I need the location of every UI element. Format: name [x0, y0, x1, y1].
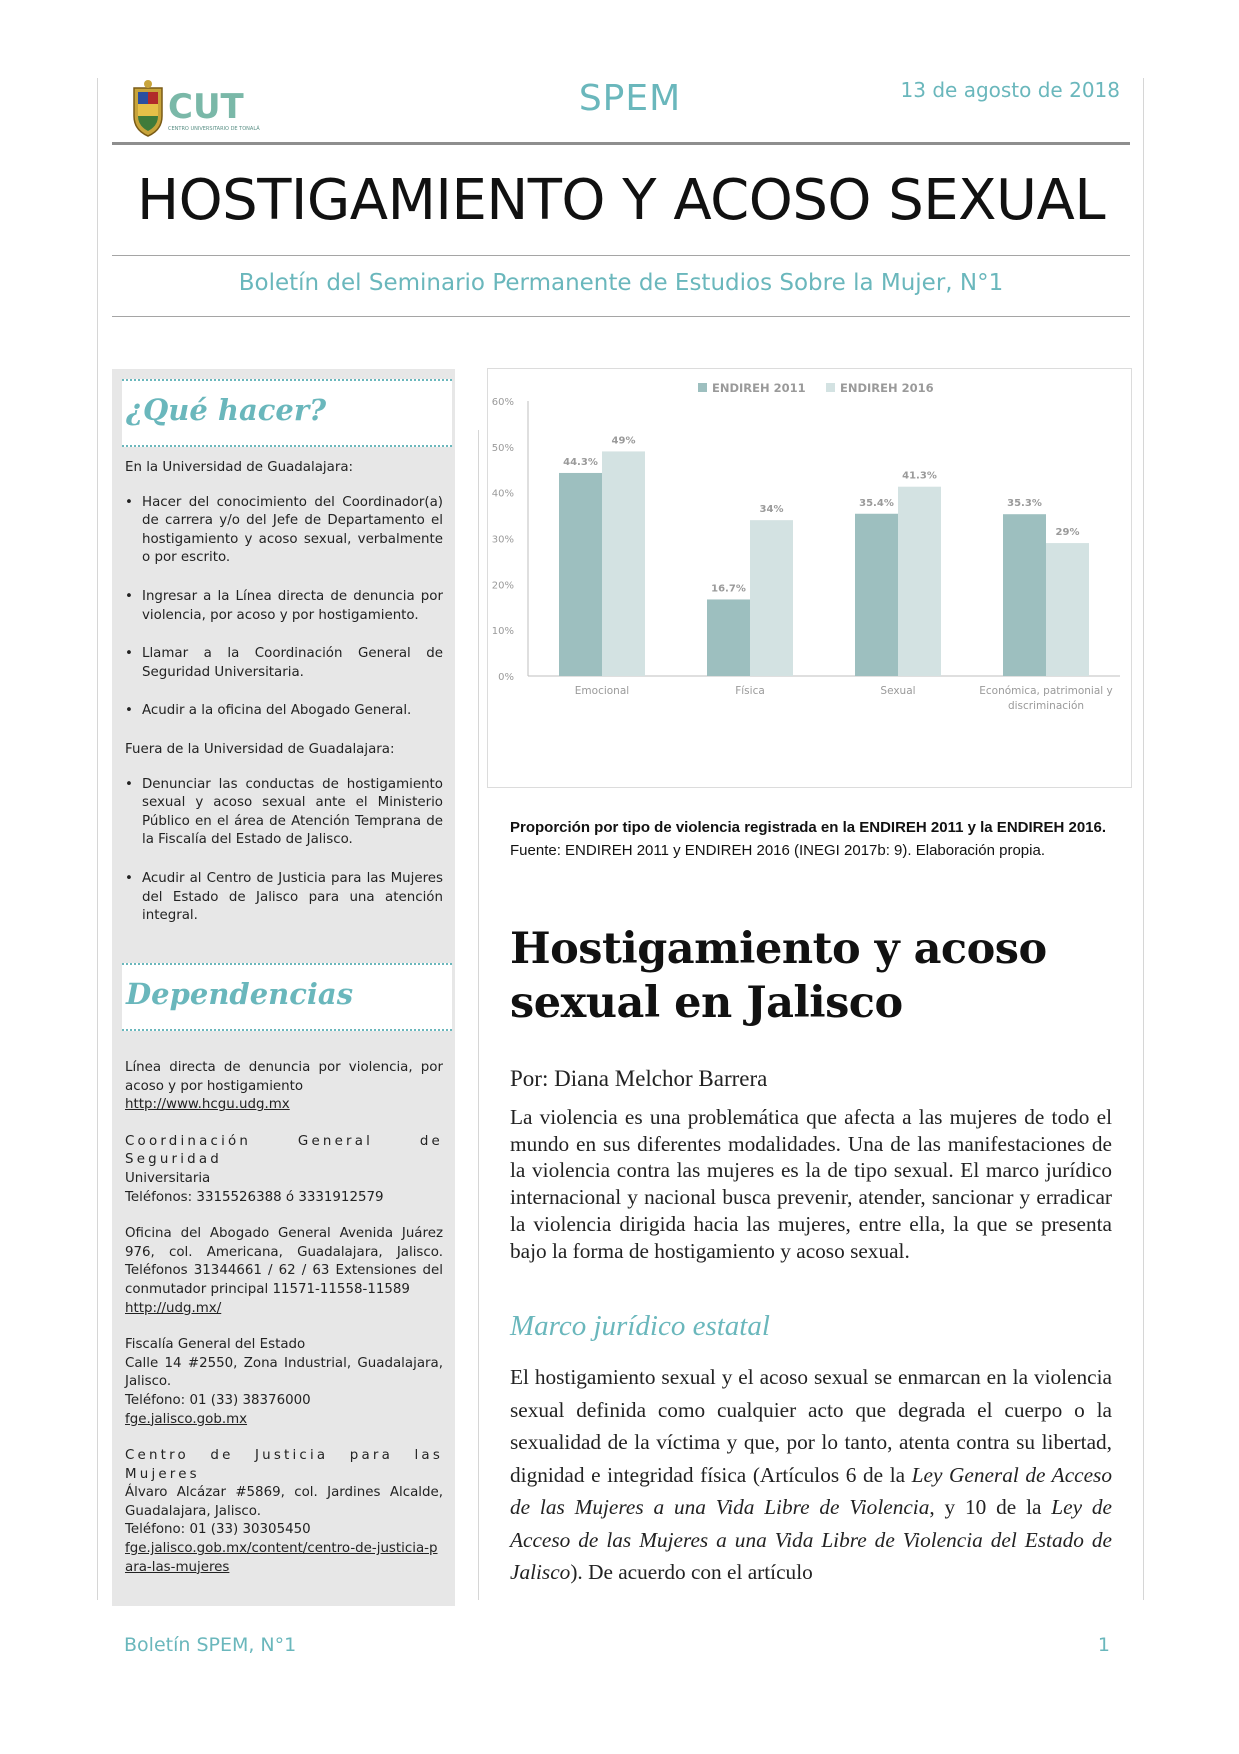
- paragraph-text: El hostigamiento sexual y el acoso sexual se enmarcan en la violencia sexual definida como cualquier acto que degrada el cuerpo o la sexualidad de la víctima y que, por lo tanto, atenta contra su libertad, dignidad e integridad física (Artículos 6 de la: [510, 1365, 1112, 1487]
- page-number: 1: [1097, 1634, 1110, 1656]
- dependency-phone: Teléfono: 01 (33) 30305450: [125, 1522, 311, 1538]
- dependencias-header: [122, 963, 452, 1031]
- page-right-border: [1143, 78, 1144, 1600]
- outside-intro: Fuera de la Universidad de Guadalajara:: [125, 741, 395, 757]
- dependency-abogado: [125, 1225, 443, 1318]
- list-item: • Acudir a la oficina del Abogado General.: [125, 702, 443, 721]
- list-item: • Ingresar a la Línea directa de denuncia por violencia, por acoso y por hostigamiento.: [125, 588, 443, 625]
- fiscalia-link[interactable]: fge.jalisco.gob.mx: [125, 1411, 248, 1427]
- paragraph-text: , y 10 de la: [929, 1495, 1052, 1519]
- ud-intro: En la Universidad de Guadalajara:: [125, 460, 354, 475]
- cut-logo: [128, 78, 274, 140]
- dependency-phone: Teléfonos: 3315526388 ó 3331912579: [125, 1189, 384, 1205]
- publication-name: SPEM: [578, 78, 682, 119]
- dependencias-content: [125, 1059, 443, 1595]
- data-label: 44.3%: [563, 456, 598, 468]
- list-item: • Denunciar las conductas de hostigamiento sexual y acoso sexual ante el Ministerio Público en el área de Atención Temprana de la Fiscalía del Estado de Jalisco.: [125, 776, 443, 850]
- law-title: Ley de Acceso de las Mujeres a una Vida Libre de Violencia del Estado de Jalisco: [510, 1495, 1112, 1584]
- article-paragraph-2: [510, 1361, 1112, 1589]
- outside-actions-list: [125, 776, 443, 926]
- que-hacer-content: [125, 459, 443, 946]
- legend-swatch: [826, 383, 835, 392]
- hotline-link[interactable]: http://www.hcgu.udg.mx: [125, 1097, 290, 1113]
- x-tick-label: discriminación: [1007, 700, 1085, 712]
- bar: [602, 451, 645, 676]
- que-hacer-header: [122, 379, 452, 447]
- bar: [898, 487, 941, 676]
- legend-label: ENDIREH 2016: [840, 381, 934, 395]
- section-heading: Marco jurídico estatal: [510, 1310, 770, 1342]
- page-title: HOSTIGAMIENTO Y ACOSO SEXUAL: [136, 168, 1106, 233]
- data-label: 49%: [611, 435, 636, 447]
- dependency-address: Álvaro Alcázar #5869, col. Jardines Alcalde, Guadalajara, Jalisco.: [125, 1485, 443, 1519]
- y-tick-label: 20%: [491, 580, 514, 592]
- issue-date: 13 de agosto de 2018: [900, 78, 1120, 102]
- y-tick-label: 0%: [498, 672, 514, 683]
- dependency-name: Fiscalía General del Estado: [125, 1337, 306, 1353]
- dependency-text: Línea directa de denuncia por violencia, por acoso y por hostigamiento: [125, 1060, 443, 1094]
- dependency-hotline: [125, 1059, 443, 1115]
- data-label: 29%: [1055, 527, 1080, 539]
- y-tick-label: 30%: [491, 534, 514, 546]
- dependency-address: Calle 14 #2550, Zona Industrial, Guadalajara, Jalisco.: [125, 1355, 443, 1390]
- list-item: • Acudir al Centro de Justicia para las Mujeres del Estado de Jalisco para una atención integral.: [125, 870, 443, 926]
- y-tick-label: 10%: [491, 626, 514, 638]
- legend-label: ENDIREH 2011: [712, 381, 806, 395]
- dependency-name: Coordinación General de Seguridad: [125, 1133, 443, 1168]
- y-tick-label: 40%: [491, 488, 514, 500]
- caption-source: Fuente: ENDIREH 2011 y ENDIREH 2016 (INEGI 2017b: 9). Elaboración propia.: [510, 842, 1045, 859]
- bar: [707, 599, 750, 676]
- centro-justicia-link[interactable]: fge.jalisco.gob.mx/content/centro-de-justicia-para-las-mujeres: [125, 1541, 438, 1575]
- title-rule-bottom: [112, 316, 1130, 317]
- footer-label: Boletín SPEM, N°1: [124, 1634, 297, 1656]
- x-tick-label: Física: [735, 685, 765, 697]
- ud-actions-list: [125, 494, 443, 721]
- data-label: 34%: [759, 504, 784, 516]
- udg-link[interactable]: http://udg.mx/: [125, 1300, 222, 1316]
- legend-swatch: [698, 383, 707, 392]
- column-divider: [478, 430, 479, 1600]
- y-tick-label: 50%: [491, 442, 514, 454]
- data-label: 41.3%: [902, 470, 937, 482]
- header-rule: [112, 142, 1130, 145]
- chart-caption: [510, 818, 1110, 860]
- page-left-border: [97, 78, 98, 1600]
- university-shield-icon: [134, 80, 162, 136]
- y-tick-label: 60%: [491, 397, 514, 408]
- list-item: • Hacer del conocimiento del Coordinador(a) de carrera y/o del Jefe de Departamento el hostigamiento y acoso sexual, verbalmente o por escrito.: [125, 494, 443, 568]
- law-title: Ley General de Acceso de las Mujeres a una Vida Libre de Violencia: [510, 1462, 1112, 1519]
- dependency-text: Oficina del Abogado General Avenida Juárez 976, col. Americana, Guadalajara, Jalisco. Teléfonos 31344661 / 62 / 63 Extensiones del conmutador principal 11571-11558-11589: [125, 1226, 443, 1297]
- dependency-name: Centro de Justicia para las Mujeres: [125, 1448, 443, 1482]
- dependencias-heading: Dependencias: [126, 977, 354, 1011]
- bar-chart-svg: [488, 369, 1133, 789]
- article-title: Hostigamiento y acoso sexual en Jalisco: [510, 924, 1047, 1028]
- dependency-phone: Teléfono: 01 (33) 38376000: [125, 1392, 311, 1408]
- bar: [750, 520, 793, 676]
- article-byline: Por: Diana Melchor Barrera: [510, 1066, 768, 1091]
- violence-chart: [487, 368, 1132, 788]
- title-rule-top: [112, 255, 1130, 256]
- list-item: • Llamar a la Coordinación General de Seguridad Universitaria.: [125, 645, 443, 682]
- dependency-fiscalia: [125, 1336, 443, 1429]
- x-tick-label: Emocional: [574, 685, 630, 697]
- dependency-security: [125, 1133, 443, 1207]
- dependency-centro-justicia: [125, 1447, 443, 1577]
- bar: [559, 473, 602, 676]
- que-hacer-heading: ¿Qué hacer?: [126, 393, 327, 427]
- sidebar: [112, 369, 455, 1606]
- article-paragraph-1: La violencia es una problemática que afecta a las mujeres de todo el mundo en sus diferentes modalidades. Una de las manifestaciones de la violencia contra las mujeres es la de tipo sexual. El marco jurídico internacional y nacional busca prevenir, atender, sancionar y erradicar la violencia dirigida hacia las mujeres, entre ella, la que se presenta bajo la forma de hostigamiento y acoso sexual.: [510, 1105, 1112, 1263]
- data-label: 16.7%: [711, 583, 746, 595]
- paragraph-text: ). De acuerdo con el artículo: [570, 1560, 813, 1584]
- bar: [1046, 543, 1089, 676]
- dependency-name-cont: Universitaria: [125, 1170, 211, 1186]
- bar: [855, 514, 898, 676]
- bar: [1003, 514, 1046, 676]
- x-tick-label: Económica, patrimonial y: [979, 685, 1113, 697]
- svg-text:CENTRO UNIVERSITARIO DE TONALÁ: CENTRO UNIVERSITARIO DE TONALÁ: [168, 126, 260, 132]
- x-tick-label: Sexual: [880, 685, 916, 697]
- data-label: 35.3%: [1007, 498, 1042, 510]
- caption-title: Proporción por tipo de violencia registrada en la ENDIREH 2011 y la ENDIREH 2016.: [510, 819, 1107, 836]
- page-subtitle: Boletín del Seminario Permanente de Estudios Sobre la Mujer, N°1: [238, 270, 1004, 296]
- svg-text:CUT: CUT: [168, 87, 244, 127]
- data-label: 35.4%: [859, 497, 894, 509]
